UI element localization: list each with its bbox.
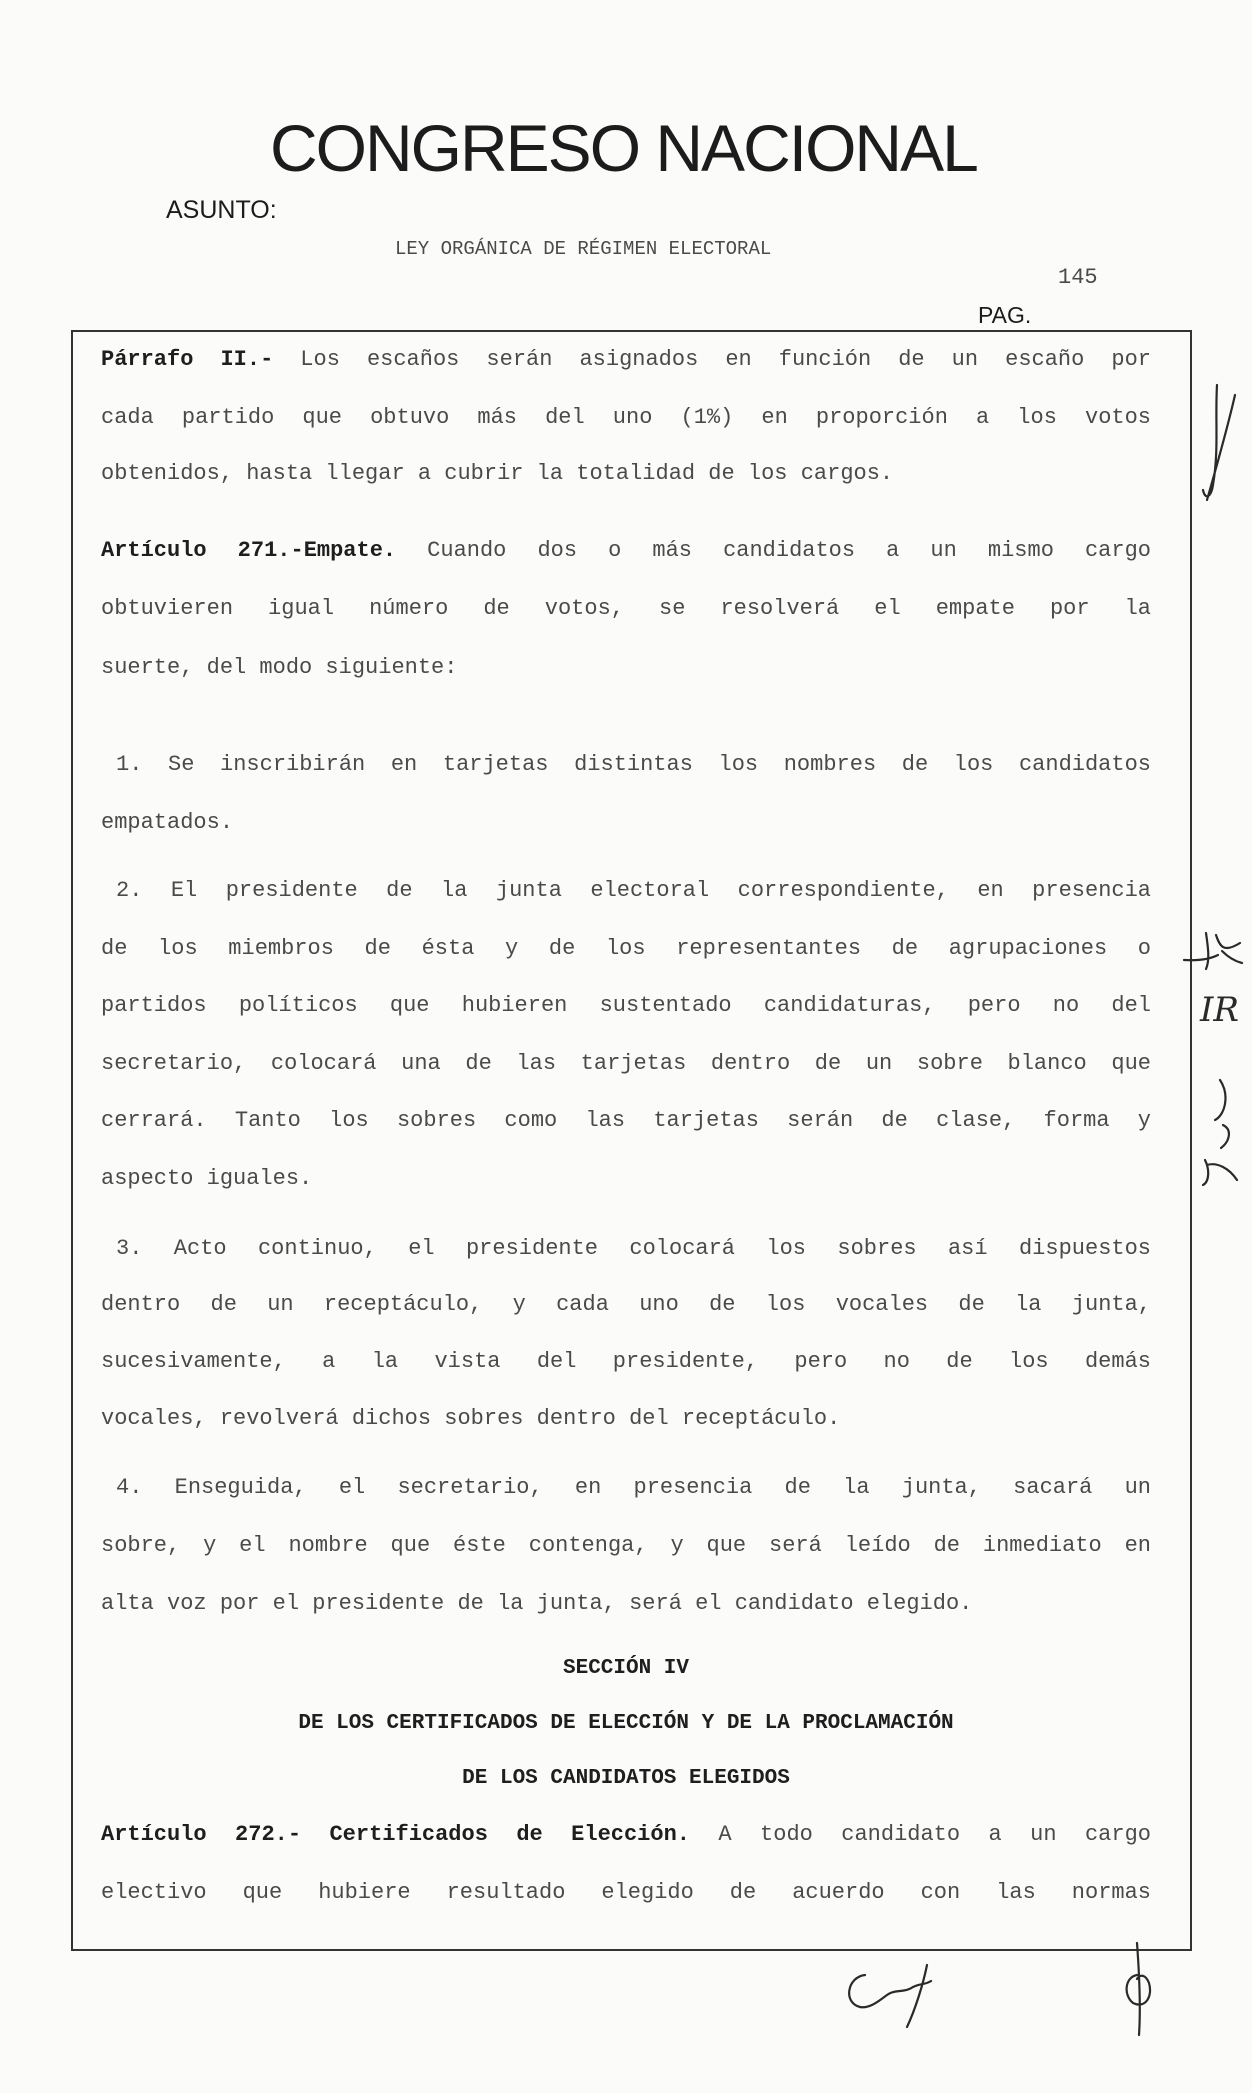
page-label: PAG. bbox=[978, 302, 1032, 328]
item2-line-6: aspecto iguales. bbox=[101, 1166, 313, 1191]
section-title-2: DE LOS CANDIDATOS ELEGIDOS bbox=[462, 1767, 790, 1790]
p1-lead: Párrafo II.- bbox=[101, 347, 274, 372]
item2-line-2: de los miembros de ésta y de los representantes de agrupaciones o bbox=[101, 936, 1151, 961]
item1-line-2: empatados. bbox=[101, 810, 234, 835]
item3-line-1: 3. Acto continuo, el presidente colocará los sobres así dispuestos bbox=[116, 1236, 1151, 1261]
asunto-label: ASUNTO: bbox=[166, 196, 277, 224]
art271-l1-text: Cuando dos o más candidatos a un mismo cargo bbox=[396, 538, 1151, 563]
text-frame bbox=[71, 330, 1192, 1951]
item2-line-4: secretario, colocará una de las tarjetas dentro de un sobre blanco que bbox=[101, 1051, 1151, 1076]
bottom-signature-1-icon bbox=[835, 1955, 995, 2035]
art272-lead: Artículo 272.- Certificados de Elección. bbox=[101, 1822, 690, 1847]
item3-line-2: dentro de un receptáculo, y cada uno de los vocales de la junta, bbox=[101, 1292, 1151, 1317]
p1-line-3: obtenidos, hasta llegar a cubrir la totalidad de los cargos. bbox=[101, 461, 894, 486]
item3-line-4: vocales, revolverá dichos sobres dentro del receptáculo. bbox=[101, 1406, 841, 1431]
margin-signature-1-icon bbox=[1195, 380, 1245, 510]
art272-line-1 bbox=[101, 1820, 1151, 1850]
item4-line-2: sobre, y el nombre que éste contenga, y que será leído de inmediato en bbox=[101, 1533, 1151, 1558]
margin-initials-ir: IR bbox=[1200, 990, 1240, 1030]
item2-line-1: 2. El presidente de la junta electoral correspondiente, en presencia bbox=[116, 878, 1151, 903]
p1-l1-text: Los escaños serán asignados en función de un escaño por bbox=[273, 347, 1151, 372]
margin-signature-2-icon bbox=[1180, 925, 1245, 975]
item3-line-3: sucesivamente, a la vista del presidente, pero no de los demás bbox=[101, 1349, 1151, 1374]
page-number: 145 bbox=[1058, 265, 1098, 290]
item2-line-5: cerrará. Tanto los sobres como las tarjetas serán de clase, forma y bbox=[101, 1108, 1151, 1133]
item2-line-3: partidos políticos que hubieren sustentado candidaturas, pero no del bbox=[101, 993, 1151, 1018]
p1-line-1 bbox=[101, 345, 1151, 375]
item4-line-3: alta voz por el presidente de la junta, será el candidato elegido. bbox=[101, 1591, 973, 1616]
item4-line-1: 4. Enseguida, el secretario, en presencia de la junta, sacará un bbox=[116, 1475, 1151, 1500]
art271-line-1 bbox=[101, 536, 1151, 566]
section-heading: SECCIÓN IV bbox=[562, 1657, 690, 1680]
item1-line-1: 1. Se inscribirán en tarjetas distintas los nombres de los candidatos bbox=[116, 752, 1151, 777]
art272-line-2: electivo que hubiere resultado elegido de acuerdo con las normas bbox=[101, 1880, 1151, 1905]
bottom-signature-2-icon bbox=[1115, 1935, 1165, 2045]
art271-lead: Artículo 271.-Empate. bbox=[101, 538, 397, 563]
art272-l1-text: A todo candidato a un cargo bbox=[689, 1822, 1151, 1847]
p1-line-2: cada partido que obtuvo más del uno (1%) en proporción a los votos bbox=[101, 405, 1151, 430]
margin-signature-3-icon bbox=[1195, 1070, 1245, 1190]
document-title: CONGRESO NACIONAL bbox=[270, 111, 977, 185]
document-subject: LEY ORGÁNICA DE RÉGIMEN ELECTORAL bbox=[395, 238, 772, 260]
section-title-1: DE LOS CERTIFICADOS DE ELECCIÓN Y DE LA PROCLAMACIÓN bbox=[298, 1712, 954, 1735]
art271-line-2: obtuvieren igual número de votos, se resolverá el empate por la bbox=[101, 596, 1151, 621]
art271-line-3: suerte, del modo siguiente: bbox=[101, 655, 458, 680]
